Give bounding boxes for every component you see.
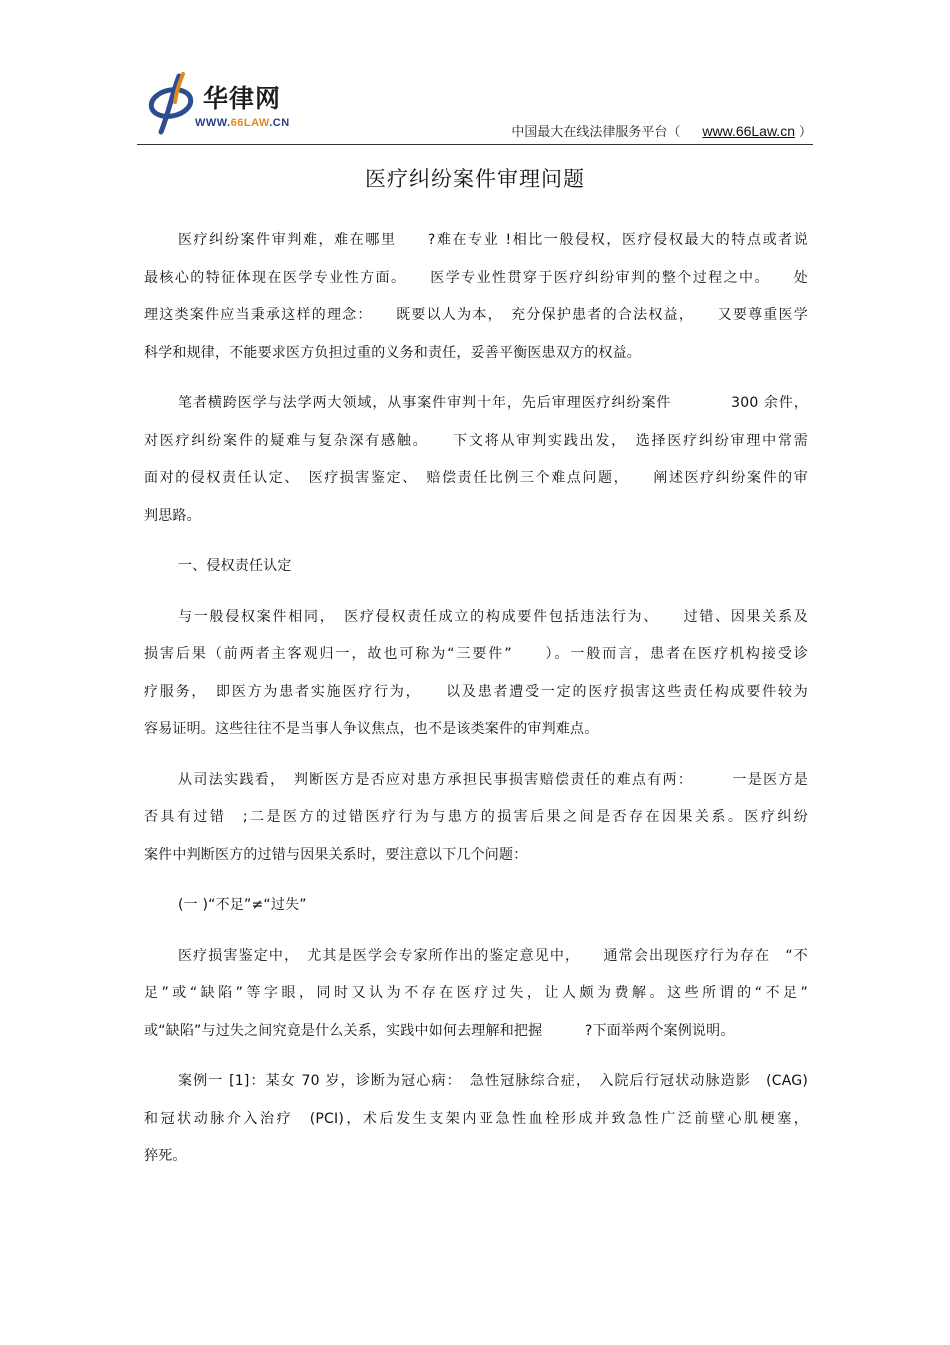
logo-url-highlight: 66LAW — [230, 117, 270, 129]
paragraph-line: 面对的侵权责任认定、 医疗损害鉴定、 赔偿责任比例三个难点问题， 阐述医疗纠纷案件的审 — [144, 470, 808, 486]
paragraph — [144, 222, 808, 372]
paragraph-line: 疗服务， 即医方为患者实施医疗行为， 以及患者遭受一定的医疗损害这些责任构成要件较为 — [144, 683, 808, 700]
paragraph — [144, 548, 808, 586]
paragraph-line: 医疗损害鉴定中， 尤其是医学会专家所作出的鉴定意见中， 通常会出现医疗行为存在 “不 — [178, 947, 808, 964]
paragraph-line: 一、侵权责任认定 — [178, 558, 292, 574]
header-divider — [137, 144, 813, 145]
paragraph-line: (一 )“不足”≠“过失” — [178, 897, 307, 913]
paragraph-line: 或“缺陷”与过失之间究竟是什么关系，实践中如何去理解和把握 ?下面举两个案例说明。 — [144, 1022, 735, 1039]
logo-url — [195, 117, 290, 130]
paragraph — [144, 762, 808, 875]
paragraph-line: 医疗纠纷案件审判难，难在哪里 ?难在专业 !相比一般侵权，医疗侵权最大的特点或者说 — [178, 232, 808, 248]
paragraph-line: 足”或“缺陷”等字眼，同时又认为不存在医疗过失，让人颇为费解。这些所谓的“不足” — [144, 985, 808, 1001]
site-link[interactable]: www.66Law.cn — [702, 123, 795, 139]
paragraph — [144, 599, 808, 749]
paragraph — [144, 887, 808, 925]
paragraph-line: 理这类案件应当秉承这样的理念： 既要以人为本， 充分保护患者的合法权益， 又要尊重医学 — [144, 307, 808, 323]
logo-name: 华律网 — [203, 84, 282, 113]
paragraph — [144, 1063, 808, 1176]
paragraph-line: 与一般侵权案件相同， 医疗侵权责任成立的构成要件包括违法行为、 过错、因果关系及 — [178, 608, 808, 625]
paragraph-line: 科学和规律，不能要求医方负担过重的义务和责任，妥善平衡医患双方的权益。 — [144, 344, 641, 361]
paragraph — [144, 938, 808, 1051]
paragraph — [144, 385, 808, 535]
paragraph-line: 笔者横跨医学与法学两大领域，从事案件审判十年，先后审理医疗纠纷案件 300 余件， — [178, 395, 808, 411]
paragraph-line: 损害后果（前两者主客观归一，故也可称为“三要件” ）。一般而言，患者在医疗机构接受诊 — [144, 646, 808, 662]
logo-url-suffix: .CN — [269, 117, 290, 129]
slogan-end: ） — [798, 125, 812, 140]
logo-url-prefix: WWW. — [195, 117, 231, 129]
paragraph-line: 容易证明。这些往往不是当事人争议焦点，也不是该类案件的审判难点。 — [144, 721, 599, 737]
paragraph-line: 和冠状动脉介入治疗 (PCI)，术后发生支架内亚急性血栓形成并致急性广泛前壁心肌梗塞， — [144, 1110, 808, 1127]
paragraph-line: 最核心的特征体现在医学专业性方面。 医学专业性贯穿于医疗纠纷审判的整个过程之中。 处 — [144, 269, 808, 286]
document-body — [144, 222, 808, 1189]
paragraph-line: 判思路。 — [144, 507, 201, 524]
header-slogan — [511, 122, 812, 142]
site-logo[interactable] — [145, 72, 315, 136]
paragraph-line: 案例一 [1]：某女 70 岁，诊断为冠心病： 急性冠脉综合症， 入院后行冠状动脉造影 (CAG) — [178, 1073, 808, 1089]
paragraph-line: 否具有过错 ;二是医方的过错医疗行为与患方的损害后果之间是否存在因果关系。医疗纠纷 — [144, 809, 808, 825]
paragraph-line: 对医疗纠纷案件的疑难与复杂深有感触。 下文将从审判实践出发， 选择医疗纠纷审理中常需 — [144, 432, 808, 449]
logo-emblem-icon — [145, 72, 201, 136]
slogan-text: 中国最大在线法律服务平台（ — [511, 125, 681, 140]
document-title: 医疗纠纷案件审理问题 — [365, 167, 585, 191]
paragraph-line: 案件中判断医方的过错与因果关系时，要注意以下几个问题： — [144, 846, 528, 863]
paragraph-line: 从司法实践看， 判断医方是否应对患方承担民事损害赔偿责任的难点有两： 一是医方是 — [178, 771, 808, 788]
paragraph-line: 猝死。 — [144, 1148, 187, 1164]
